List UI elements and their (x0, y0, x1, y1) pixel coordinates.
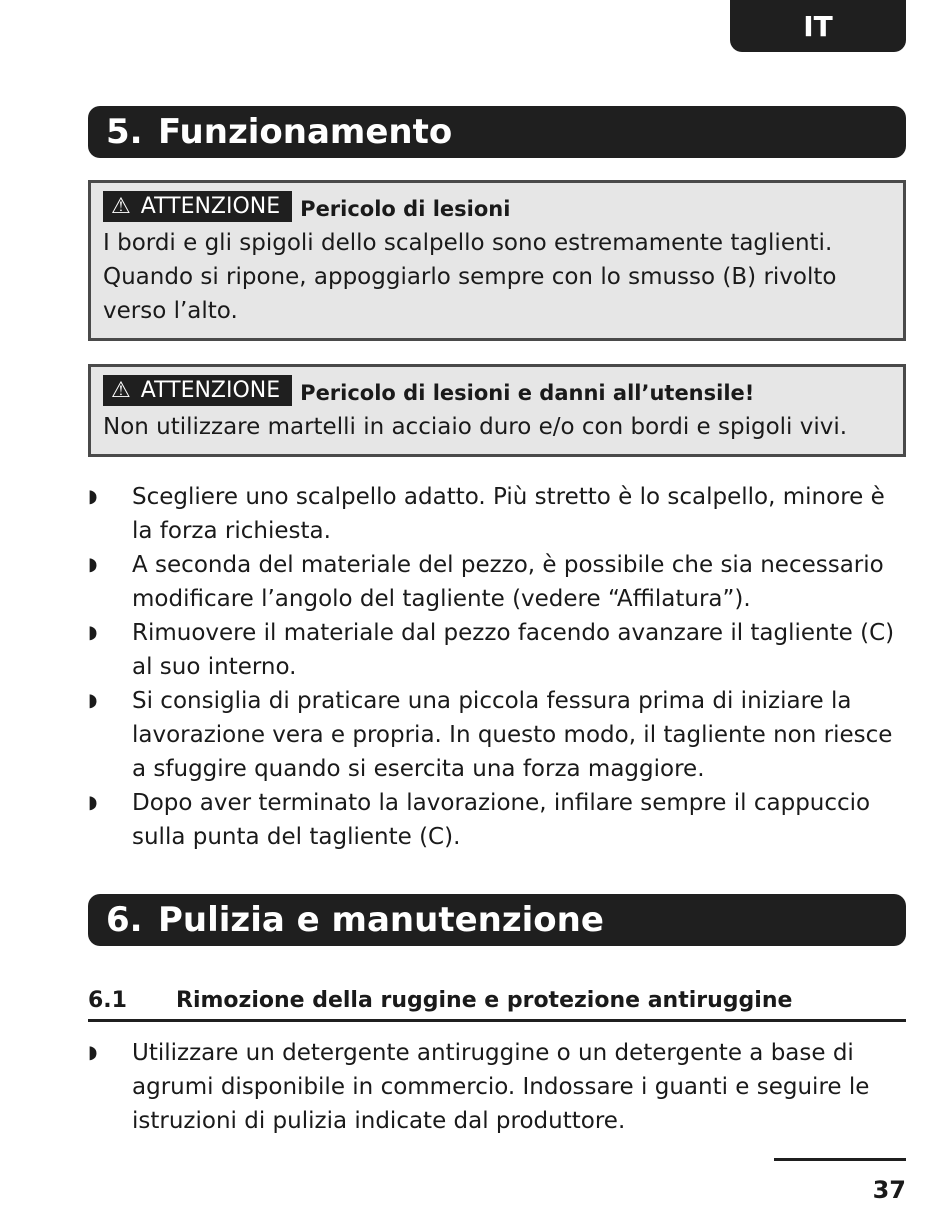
page-number: 37 (872, 1176, 906, 1204)
subsection-heading-6-1 (88, 982, 906, 1022)
warning-title: Pericolo di lesioni e danni all’utensile! (300, 380, 755, 405)
list-item-text: Si consiglia di praticare una piccola fessura prima di iniziare la lavorazione vera e propria. In questo modo, il tagliente non riesce a sfuggire quando si esercita una forza maggiore. (132, 688, 893, 782)
list-item (88, 1036, 908, 1138)
subsection-number: 6.1 (88, 988, 127, 1013)
section-title: Pulizia e manutenzione (158, 900, 604, 940)
section-heading-6 (88, 894, 906, 946)
section-number: 5. (106, 112, 143, 152)
subsection-title: Rimozione della ruggine e protezione antiruggine (176, 988, 793, 1013)
list-item (88, 616, 908, 684)
warning-triangle-icon: ⚠ (111, 378, 131, 403)
list-item (88, 684, 908, 786)
warning-box-1 (88, 180, 906, 341)
warning-label-text: ATTENZIONE (140, 378, 281, 403)
bullet-marker-icon: ◗ (88, 792, 98, 813)
language-tab: IT (730, 0, 906, 52)
warning-text: Non utilizzare martelli in acciaio duro e/o con bordi e spigoli vivi. (103, 414, 848, 440)
section-title: Funzionamento (158, 112, 453, 152)
list-item-text: Dopo aver terminato la lavorazione, infilare sempre il cappuccio sulla punta del tagliente (C). (132, 790, 871, 850)
section-heading-5 (88, 106, 906, 158)
bullet-marker-icon: ◗ (88, 486, 98, 507)
footer-rule (774, 1158, 906, 1161)
warning-box-2 (88, 364, 906, 457)
instruction-list-5 (88, 480, 908, 854)
list-item (88, 786, 908, 854)
section-number: 6. (106, 900, 143, 940)
list-item (88, 548, 908, 616)
bullet-marker-icon: ◗ (88, 622, 98, 643)
warning-label (103, 375, 292, 406)
list-item-text: A seconda del materiale del pezzo, è possibile che sia necessario modificare l’angolo del tagliente (vedere “Affilatura”). (132, 552, 884, 612)
warning-title: Pericolo di lesioni (300, 196, 511, 221)
bullet-marker-icon: ◗ (88, 690, 98, 711)
list-item-text: Utilizzare un detergente antiruggine o un detergente a base di agrumi disponibile in commercio. Indossare i guanti e seguire le istruzioni di pulizia indicate dal produttore. (132, 1040, 870, 1134)
warning-triangle-icon: ⚠ (111, 194, 131, 219)
instruction-list-6 (88, 1036, 908, 1138)
warning-label (103, 191, 292, 222)
warning-label-text: ATTENZIONE (140, 194, 281, 219)
bullet-marker-icon: ◗ (88, 1042, 98, 1063)
list-item-text: Scegliere uno scalpello adatto. Più stretto è lo scalpello, minore è la forza richiesta. (132, 484, 885, 544)
list-item-text: Rimuovere il materiale dal pezzo facendo avanzare il tagliente (C) al suo interno. (132, 620, 895, 680)
list-item (88, 480, 908, 548)
bullet-marker-icon: ◗ (88, 554, 98, 575)
warning-text: I bordi e gli spigoli dello scalpello sono estremamente taglienti. Quando si ripone, appoggiarlo sempre con lo smusso (B) rivolto verso l’alto. (103, 230, 837, 324)
